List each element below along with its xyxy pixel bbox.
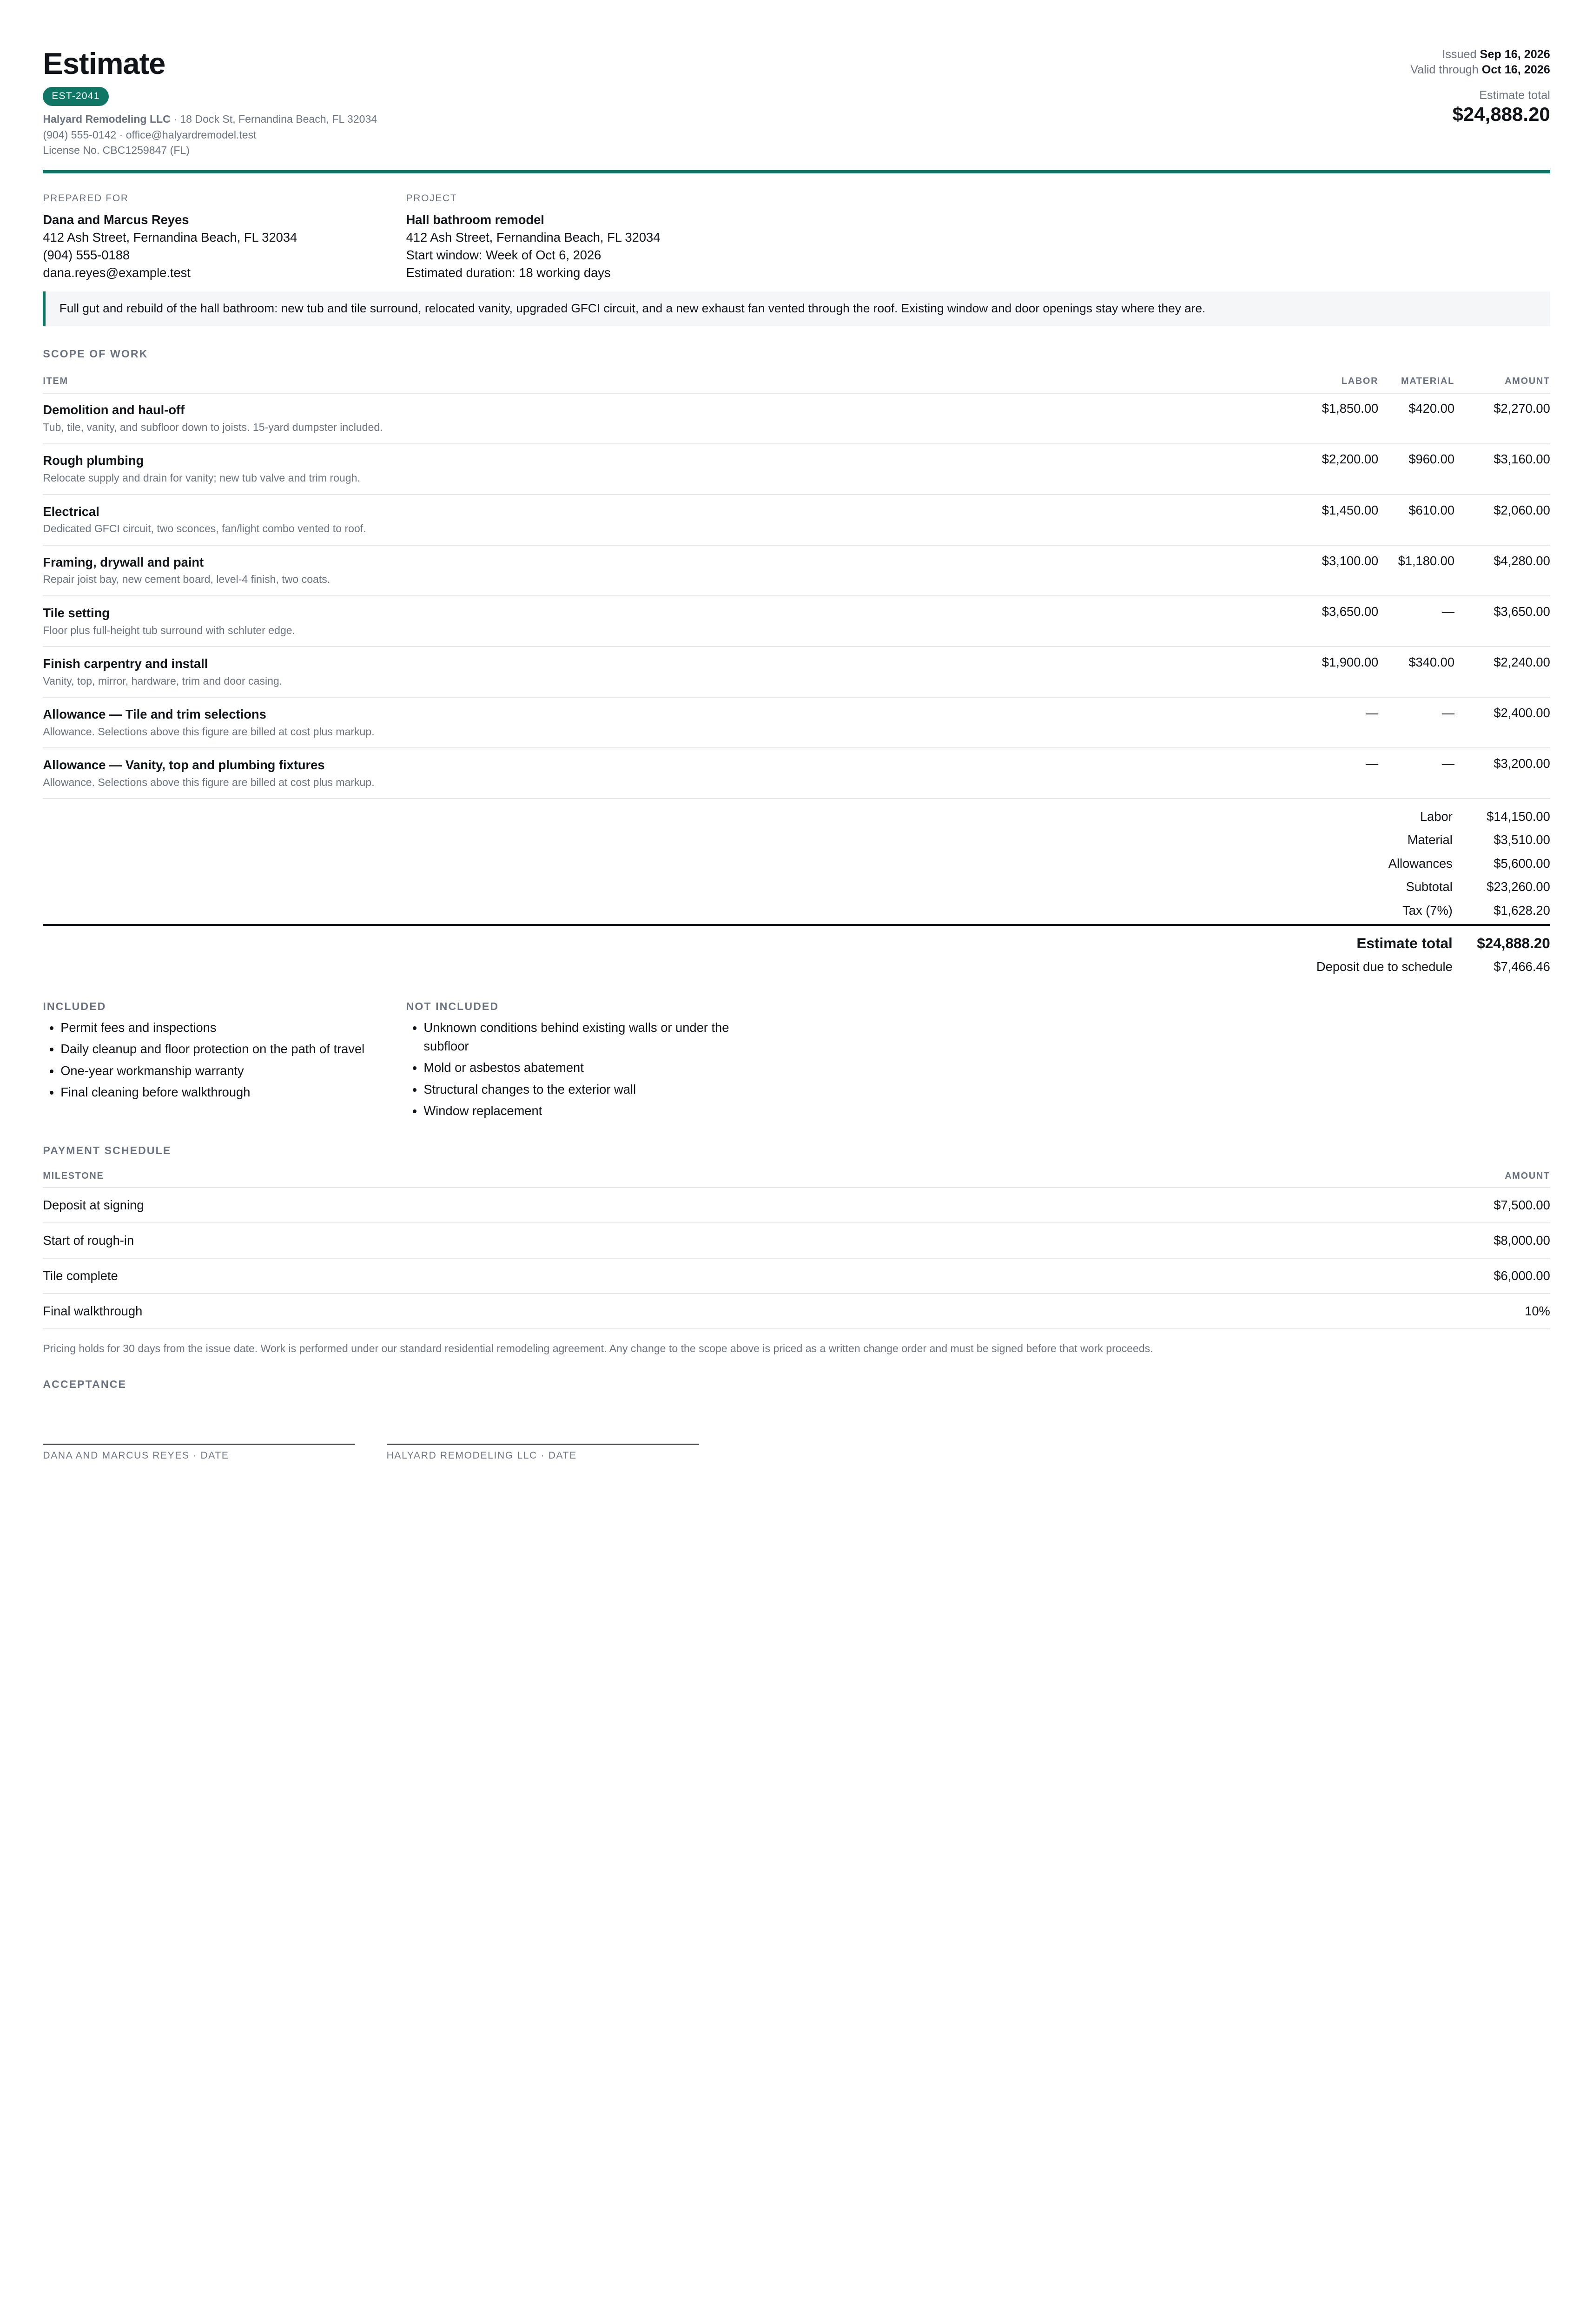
issued-line <box>1410 47 1550 63</box>
item-amount: $3,160.00 <box>1454 444 1550 495</box>
item-name: Tile setting <box>43 605 110 620</box>
table-row <box>43 495 1550 545</box>
totals-material-label: Material <box>1407 832 1453 847</box>
list-item: • Unknown conditions behind existing walls or under the subfloor <box>423 1018 746 1056</box>
totals-deposit-row <box>43 955 1550 978</box>
item-labor: $1,900.00 <box>1300 647 1378 697</box>
grand-total-label: Estimate total <box>1356 934 1453 951</box>
list-item: • Mold or asbestos abatement <box>423 1058 746 1077</box>
totals-subtotal-label: Subtotal <box>1406 879 1453 894</box>
issued-date: Sep 16, 2026 <box>1480 47 1550 61</box>
company-contact: (904) 555-0142 · office@halyardremodel.test <box>43 128 257 141</box>
milestone-name: Tile complete <box>43 1258 1009 1294</box>
grand-total-value: $24,888.20 <box>1477 934 1550 951</box>
totals-tax-value: $1,628.20 <box>1494 903 1550 918</box>
table-row <box>43 1294 1550 1329</box>
table-row <box>43 1188 1550 1223</box>
totals-allowances-row <box>43 852 1550 875</box>
list-item: • Final cleaning before walkthrough <box>60 1083 406 1102</box>
milestone-amount: $8,000.00 <box>1009 1223 1550 1258</box>
scope-header-row <box>43 370 1550 393</box>
deposit-value: $7,466.46 <box>1494 959 1550 974</box>
company-address: · 18 Dock St, Fernandina Beach, FL 32034 <box>170 113 377 125</box>
totals-tax-label: Tax (7%) <box>1402 903 1453 918</box>
table-row <box>43 393 1550 444</box>
item-description: Allowance. Selections above this figure are billed at cost plus markup. <box>43 725 375 738</box>
estimate-header <box>43 47 1550 158</box>
table-row <box>43 1258 1550 1294</box>
client-address: 412 Ash Street, Fernandina Beach, FL 32034 <box>43 230 297 245</box>
project-info <box>406 190 746 281</box>
header-total-value: $24,888.20 <box>1452 103 1550 125</box>
item-amount: $4,280.00 <box>1454 545 1550 596</box>
col-labor: LABOR <box>1300 370 1378 393</box>
included-list <box>43 1000 406 1123</box>
item-name: Finish carpentry and install <box>43 656 208 671</box>
table-row <box>43 444 1550 495</box>
item-labor: $2,200.00 <box>1300 444 1378 495</box>
item-amount: $2,060.00 <box>1454 495 1550 545</box>
client-phone: (904) 555-0188 <box>43 248 130 262</box>
item-description: Relocate supply and drain for vanity; new tub valve and trim rough. <box>43 472 360 484</box>
prepared-for-label: PREPARED FOR <box>43 193 129 204</box>
inclusions-section <box>43 1000 1550 1123</box>
table-row <box>43 545 1550 596</box>
totals-divider <box>43 924 1550 926</box>
project-summary-note: Full gut and rebuild of the hall bathroom: new tub and tile surround, relocated vanity, upgraded GFCI circuit, and a new exhaust fan vented through the roof. Existing window and door openings stay where they are. <box>43 291 1550 327</box>
col-amount: AMOUNT <box>1454 370 1550 393</box>
item-amount: $2,400.00 <box>1454 697 1550 748</box>
item-labor: — <box>1300 748 1378 799</box>
project-address: 412 Ash Street, Fernandina Beach, FL 32034 <box>406 230 661 245</box>
item-material: $1,180.00 <box>1378 545 1454 596</box>
valid-date: Oct 16, 2026 <box>1481 63 1550 77</box>
payment-header-row <box>43 1165 1550 1188</box>
list-item: • Daily cleanup and floor protection on the path of travel <box>60 1040 406 1058</box>
item-description: Dedicated GFCI circuit, two sconces, fan/light combo vented to roof. <box>43 522 366 535</box>
not-included-title: NOT INCLUDED <box>406 1000 499 1012</box>
item-labor: $1,850.00 <box>1300 393 1378 444</box>
signature-row <box>43 1444 1550 1462</box>
totals-labor-value: $14,150.00 <box>1487 809 1550 824</box>
totals-subtotal-value: $23,260.00 <box>1487 879 1550 894</box>
table-row <box>43 697 1550 748</box>
payment-title: PAYMENT SCHEDULE <box>43 1144 172 1157</box>
list-item: • Window replacement <box>423 1102 746 1120</box>
issued-label: Issued <box>1442 47 1477 61</box>
item-amount: $3,650.00 <box>1454 596 1550 647</box>
company-name: Halyard Remodeling LLC <box>43 113 171 125</box>
deposit-label: Deposit due to schedule <box>1316 959 1453 974</box>
estimate-number-badge: EST-2041 <box>43 87 108 106</box>
scope-title: SCOPE OF WORK <box>43 348 148 360</box>
parties-section <box>43 190 1550 281</box>
milestone-amount: $6,000.00 <box>1009 1258 1550 1294</box>
header-right <box>1410 47 1550 125</box>
table-row <box>43 1223 1550 1258</box>
totals-allowances-value: $5,600.00 <box>1494 856 1550 871</box>
table-row <box>43 748 1550 799</box>
header-divider <box>43 170 1550 173</box>
item-material: $610.00 <box>1378 495 1454 545</box>
client-signature-line[interactable]: DANA AND MARCUS REYES · DATE <box>43 1444 355 1462</box>
item-description: Allowance. Selections above this figure are billed at cost plus markup. <box>43 776 375 788</box>
fine-print: Pricing holds for 30 days from the issue date. Work is performed under our standard residential remodeling agreement. Any change to the scope above is priced as a written change order and must be signed before that work proceeds. <box>43 1342 1153 1355</box>
milestone-name: Final walkthrough <box>43 1294 1009 1329</box>
totals-grand-row <box>43 932 1550 955</box>
totals-allowances-label: Allowances <box>1388 856 1453 871</box>
item-description: Tub, tile, vanity, and subfloor down to joists. 15-yard dumpster included. <box>43 421 383 434</box>
item-material: — <box>1378 596 1454 647</box>
totals-subtotal-row <box>43 875 1550 898</box>
col-material: MATERIAL <box>1378 370 1454 393</box>
company-signature-line[interactable]: HALYARD REMODELING LLC · DATE <box>387 1444 699 1462</box>
item-amount: $3,200.00 <box>1454 748 1550 799</box>
company-info <box>43 112 377 158</box>
milestone-name: Deposit at signing <box>43 1188 1009 1223</box>
not-included-list <box>406 1000 746 1123</box>
item-material: — <box>1378 748 1454 799</box>
totals-tax-row <box>43 898 1550 922</box>
item-labor: $1,450.00 <box>1300 495 1378 545</box>
col-milestone: MILESTONE <box>43 1165 1009 1188</box>
valid-line <box>1410 62 1550 78</box>
header-total-label: Estimate total <box>1479 88 1550 102</box>
col-item: ITEM <box>43 370 1300 393</box>
item-name: Electrical <box>43 504 99 519</box>
totals-block <box>43 805 1550 979</box>
acceptance-title: ACCEPTANCE <box>43 1378 126 1391</box>
page-title: Estimate <box>43 46 165 80</box>
col-payment-amount: AMOUNT <box>1009 1165 1550 1188</box>
item-amount: $2,240.00 <box>1454 647 1550 697</box>
project-label: PROJECT <box>406 193 457 204</box>
list-item: • Structural changes to the exterior wall <box>423 1080 746 1099</box>
item-name: Demolition and haul-off <box>43 403 185 417</box>
item-description: Repair joist bay, new cement board, level-4 finish, two coats. <box>43 573 330 586</box>
item-material: $960.00 <box>1378 444 1454 495</box>
item-name: Allowance — Tile and trim selections <box>43 706 266 721</box>
item-labor: $3,100.00 <box>1300 545 1378 596</box>
table-row <box>43 596 1550 647</box>
item-name: Framing, drywall and paint <box>43 555 204 569</box>
scope-table <box>43 370 1550 799</box>
item-material: $340.00 <box>1378 647 1454 697</box>
header-left <box>43 47 377 158</box>
totals-labor-label: Labor <box>1420 809 1453 824</box>
item-amount: $2,270.00 <box>1454 393 1550 444</box>
list-item: • Permit fees and inspections <box>60 1018 406 1037</box>
milestone-amount: 10% <box>1009 1294 1550 1329</box>
table-row <box>43 647 1550 697</box>
totals-material-row <box>43 828 1550 852</box>
client-name: Dana and Marcus Reyes <box>43 212 189 227</box>
totals-labor-row <box>43 805 1550 828</box>
item-labor: — <box>1300 697 1378 748</box>
valid-label: Valid through <box>1410 63 1479 77</box>
included-title: INCLUDED <box>43 1000 106 1012</box>
item-material: $420.00 <box>1378 393 1454 444</box>
prepared-for <box>43 190 406 281</box>
item-labor: $3,650.00 <box>1300 596 1378 647</box>
client-email: dana.reyes@example.test <box>43 265 191 280</box>
milestone-amount: $7,500.00 <box>1009 1188 1550 1223</box>
project-name: Hall bathroom remodel <box>406 212 544 227</box>
item-description: Vanity, top, mirror, hardware, trim and door casing. <box>43 674 283 687</box>
project-start: Start window: Week of Oct 6, 2026 <box>406 248 602 262</box>
payment-table <box>43 1165 1550 1329</box>
item-material: — <box>1378 697 1454 748</box>
item-name: Rough plumbing <box>43 453 144 468</box>
company-license: License No. CBC1259847 (FL) <box>43 144 190 157</box>
item-name: Allowance — Vanity, top and plumbing fixtures <box>43 757 325 772</box>
list-item: • One-year workmanship warranty <box>60 1062 406 1080</box>
project-duration: Estimated duration: 18 working days <box>406 265 611 280</box>
totals-material-value: $3,510.00 <box>1494 832 1550 847</box>
milestone-name: Start of rough-in <box>43 1223 1009 1258</box>
item-description: Floor plus full-height tub surround with schluter edge. <box>43 624 296 636</box>
